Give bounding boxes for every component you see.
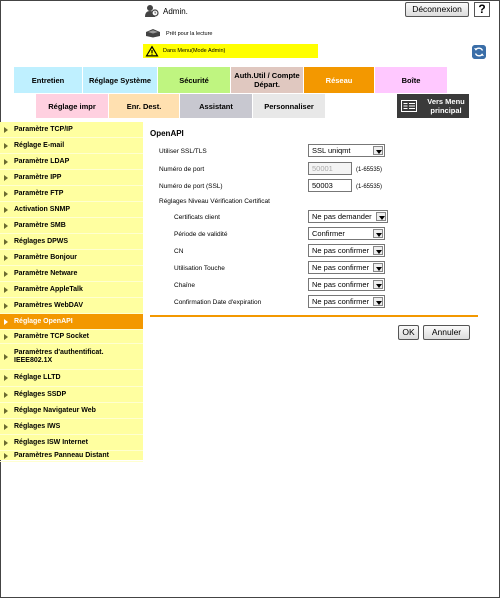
tab-label: Auth.Util / Compte Départ. bbox=[234, 71, 300, 89]
cert-row-select[interactable] bbox=[308, 261, 385, 274]
sidebar-item[interactable] bbox=[0, 419, 143, 435]
arrow-right-icon bbox=[4, 408, 8, 414]
sidebar-item-label: Paramètre TCP/IP bbox=[14, 125, 73, 133]
sidebar-item[interactable] bbox=[0, 451, 143, 462]
sidebar-item[interactable] bbox=[0, 314, 143, 330]
sidebar-item[interactable] bbox=[0, 387, 143, 403]
tab-label: Réglage Système bbox=[88, 75, 152, 85]
port-ssl-input[interactable]: 50003 bbox=[308, 179, 352, 192]
divider bbox=[150, 315, 478, 317]
sidebar-item[interactable] bbox=[0, 154, 143, 170]
sidebar-item-label: Paramètres Panneau Distant bbox=[14, 452, 109, 459]
chevron-down-icon bbox=[376, 212, 386, 221]
cert-row-label: CN bbox=[174, 248, 184, 255]
arrow-right-icon bbox=[4, 392, 8, 398]
cert-row-value: Ne pas confirmer bbox=[312, 246, 370, 255]
main-menu-label: Vers Menu principal bbox=[427, 97, 465, 115]
chevron-down-icon bbox=[373, 146, 383, 155]
arrow-right-icon bbox=[4, 159, 8, 165]
arrow-right-icon bbox=[4, 223, 8, 229]
tab-reseau[interactable] bbox=[304, 67, 374, 93]
ssl-select-value: SSL uniqmt bbox=[312, 146, 351, 155]
arrow-right-icon bbox=[4, 303, 8, 309]
arrow-right-icon bbox=[4, 271, 8, 277]
warning-icon bbox=[145, 45, 159, 57]
chevron-down-icon bbox=[373, 263, 383, 272]
sidebar-item-label: Réglages SSDP bbox=[14, 390, 67, 398]
cert-row-value: Ne pas confirmer bbox=[312, 280, 370, 289]
sidebar-item-label: Réglage E-mail bbox=[14, 141, 65, 149]
tab-securite[interactable] bbox=[158, 67, 230, 93]
section-title: OpenAPI bbox=[150, 129, 184, 138]
arrow-right-icon bbox=[4, 440, 8, 446]
cert-row-label: Certificats client bbox=[174, 214, 220, 221]
sidebar-item[interactable] bbox=[0, 370, 143, 387]
sidebar-item[interactable] bbox=[0, 170, 143, 186]
arrow-right-icon bbox=[4, 143, 8, 149]
arrow-right-icon bbox=[4, 424, 8, 430]
tab-enr-dest[interactable] bbox=[109, 94, 179, 118]
sidebar-item[interactable] bbox=[0, 202, 143, 218]
sidebar-item[interactable] bbox=[0, 298, 143, 314]
sidebar-item[interactable] bbox=[0, 186, 143, 202]
arrow-right-icon bbox=[4, 319, 8, 325]
sidebar-item[interactable] bbox=[0, 122, 143, 138]
sidebar-item[interactable] bbox=[0, 344, 143, 370]
main-menu-button[interactable] bbox=[397, 94, 469, 118]
cert-row-select[interactable] bbox=[308, 244, 385, 257]
cert-row-value: Confirmer bbox=[312, 229, 345, 238]
sidebar-item[interactable] bbox=[0, 266, 143, 282]
sidebar-item-label: Paramètre LDAP bbox=[14, 157, 70, 165]
cert-row-select[interactable] bbox=[308, 295, 385, 308]
tab-label: Enr. Dest. bbox=[126, 101, 162, 111]
cert-row-value: Ne pas demander bbox=[312, 212, 372, 221]
tab-reglage-impr[interactable] bbox=[36, 94, 108, 118]
port-ssl-label: Numéro de port (SSL) bbox=[159, 183, 223, 190]
cert-row-select[interactable] bbox=[308, 227, 385, 240]
cert-row-label: Confirmation Date d'expiration bbox=[174, 299, 262, 306]
sidebar-item-label: Paramètre AppleTalk bbox=[14, 285, 83, 293]
arrow-right-icon bbox=[4, 207, 8, 213]
tab-auth-util[interactable] bbox=[231, 67, 303, 93]
sidebar-item[interactable] bbox=[0, 330, 143, 344]
sidebar-item-label: Réglages DPWS bbox=[14, 237, 69, 245]
ssl-label: Utiliser SSL/TLS bbox=[159, 148, 207, 155]
cert-row-label: Chaîne bbox=[174, 282, 195, 289]
refresh-icon[interactable] bbox=[472, 45, 486, 59]
ssl-select[interactable] bbox=[308, 144, 385, 157]
arrow-right-icon bbox=[4, 255, 8, 261]
arrow-right-icon bbox=[4, 191, 8, 197]
tab-label: Boîte bbox=[401, 75, 421, 85]
sidebar-item-label: Paramètres d'authentificat. IEEE802.1X bbox=[14, 348, 104, 364]
sidebar-item[interactable] bbox=[0, 403, 143, 419]
cancel-button[interactable]: Annuler bbox=[423, 325, 470, 340]
sidebar-item-label: Paramètre Bonjour bbox=[14, 253, 78, 261]
tab-label: Réglage impr bbox=[48, 101, 96, 111]
sidebar-item-label: Paramètre FTP bbox=[14, 189, 64, 197]
tab-boite[interactable] bbox=[375, 67, 447, 93]
sidebar-item-label: Réglage Navigateur Web bbox=[14, 406, 96, 414]
sidebar-item-label: Activation SNMP bbox=[14, 205, 71, 213]
cert-row-value: Ne pas confirmer bbox=[312, 297, 370, 306]
admin-user-icon bbox=[145, 4, 159, 18]
chevron-down-icon bbox=[373, 229, 383, 238]
port-range: (1-65535) bbox=[356, 167, 383, 173]
sidebar-item-label: Paramètre Netware bbox=[14, 269, 78, 277]
tab-label: Réseau bbox=[325, 75, 353, 85]
menu-grid-icon bbox=[401, 100, 417, 112]
port-label: Numéro de port bbox=[159, 166, 205, 173]
sidebar-item[interactable] bbox=[0, 138, 143, 154]
port-input[interactable]: 50001 bbox=[308, 162, 352, 175]
port-ssl-range: (1-65535) bbox=[356, 184, 383, 190]
arrow-right-icon bbox=[4, 175, 8, 181]
tab-assistant[interactable] bbox=[180, 94, 252, 118]
cert-row-label: Période de validité bbox=[174, 231, 228, 238]
tab-label: Sécurité bbox=[179, 75, 209, 85]
sidebar-item-label: Réglages IWS bbox=[14, 422, 61, 430]
sidebar-item[interactable] bbox=[0, 435, 143, 451]
arrow-right-icon bbox=[4, 127, 8, 133]
logout-button[interactable]: Déconnexion bbox=[405, 2, 469, 17]
printer-status-icon bbox=[145, 28, 161, 38]
sidebar-item-label: Réglages ISW Internet bbox=[14, 438, 88, 446]
cert-row-value: Ne pas confirmer bbox=[312, 263, 370, 272]
cert-row-select[interactable] bbox=[308, 210, 388, 223]
tab-label: Personnaliser bbox=[264, 101, 314, 111]
admin-label: Admin. bbox=[163, 7, 188, 16]
sidebar-item-label: Paramètre TCP Socket bbox=[14, 332, 89, 340]
tab-personnaliser[interactable] bbox=[253, 94, 325, 118]
chevron-down-icon bbox=[373, 297, 383, 306]
sidebar-item-label: Paramètre SMB bbox=[14, 221, 66, 229]
sidebar-item-label: Paramètre IPP bbox=[14, 173, 62, 181]
chevron-down-icon bbox=[373, 246, 383, 255]
arrow-right-icon bbox=[4, 375, 8, 381]
arrow-right-icon bbox=[4, 334, 8, 340]
help-button[interactable]: ? bbox=[474, 2, 490, 17]
sidebar-item-label: Paramètres WebDAV bbox=[14, 301, 83, 309]
tab-reglage-systeme[interactable] bbox=[83, 67, 157, 93]
arrow-right-icon bbox=[4, 287, 8, 293]
tab-label: Entretien bbox=[31, 75, 65, 85]
mode-text: Dans Menu(Mode Admin) bbox=[163, 48, 226, 54]
tab-entretien[interactable] bbox=[14, 67, 82, 93]
cert-row-select[interactable] bbox=[308, 278, 385, 291]
arrow-right-icon bbox=[4, 239, 8, 245]
ok-button[interactable]: OK bbox=[398, 325, 419, 340]
tab-label: Assistant bbox=[199, 101, 233, 111]
sidebar-item[interactable] bbox=[0, 282, 143, 298]
cert-heading: Réglages Niveau Vérification Certificat bbox=[159, 198, 270, 205]
status-text: Prêt pour la lecture bbox=[166, 31, 213, 37]
sidebar-item[interactable] bbox=[0, 234, 143, 250]
sidebar-item[interactable] bbox=[0, 218, 143, 234]
chevron-down-icon bbox=[373, 280, 383, 289]
sidebar-item[interactable] bbox=[0, 250, 143, 266]
arrow-right-icon bbox=[4, 453, 8, 459]
arrow-right-icon bbox=[4, 354, 8, 360]
sidebar-item-label: Réglage LLTD bbox=[14, 374, 61, 381]
sidebar-item-label: Réglage OpenAPI bbox=[14, 317, 73, 325]
cert-row-label: Utilisation Touche bbox=[174, 265, 225, 272]
